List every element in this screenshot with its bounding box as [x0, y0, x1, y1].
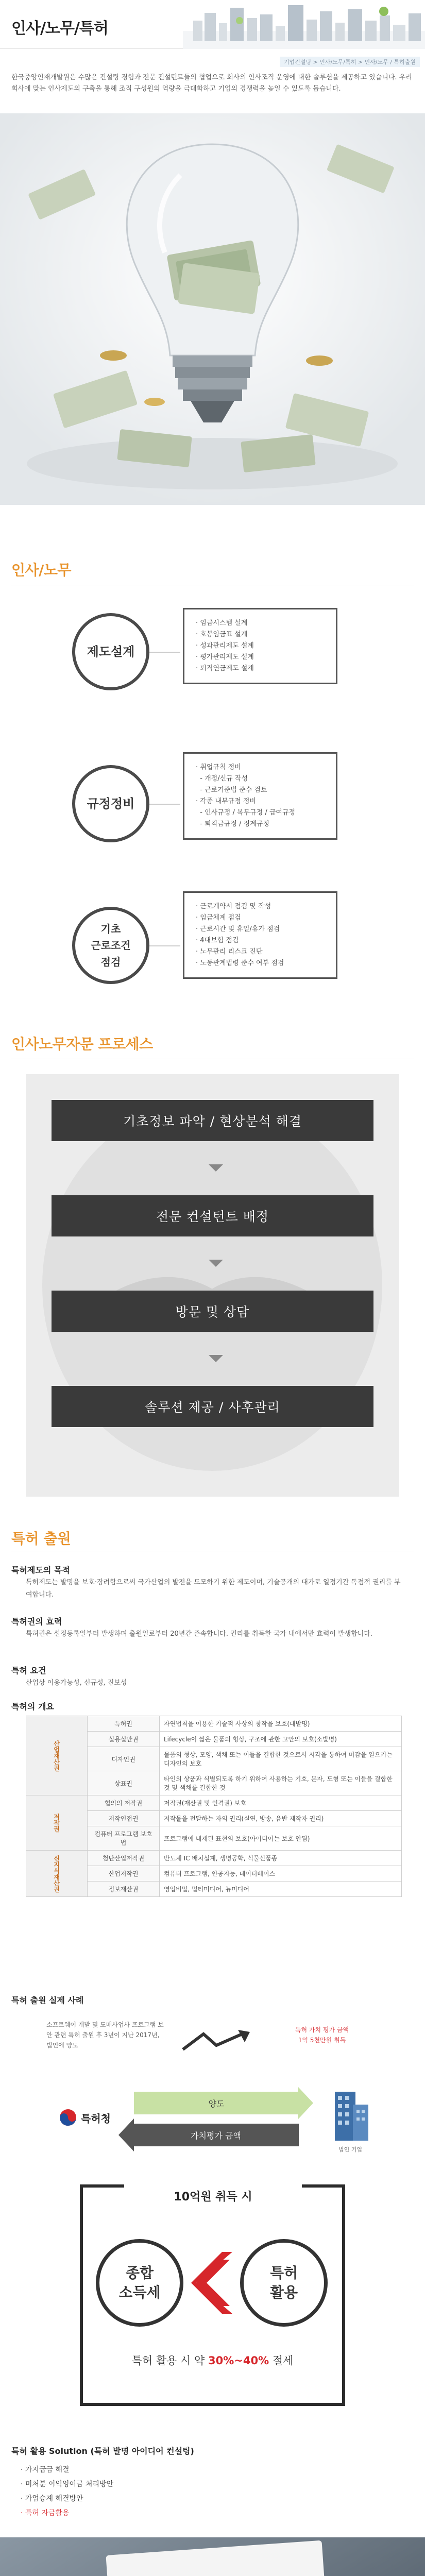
case-diagram [26, 2009, 402, 2164]
hr-topic-box [183, 891, 337, 979]
corp-label: 법인 기업 [338, 2146, 362, 2153]
hr-topic-name: 규정정비 [72, 765, 149, 842]
hr-topic-box [183, 752, 337, 840]
process-arrow-icon [209, 1260, 223, 1267]
hr-topic [72, 891, 381, 999]
process-arrow-icon [209, 1164, 223, 1172]
table-desc-cell: 타인의 상품과 식별되도록 하기 위하여 사용하는 기호, 문자, 도형 또는 이들을 결합한 것 및 색채를 결합한 것 [160, 1771, 402, 1795]
table-group-cell: 신지식재산권 [26, 1851, 88, 1897]
patent-kinds-heading: 특허의 개요 [11, 1702, 54, 1711]
hr-topic-item: - 인사규정 / 복무규정 / 급여규정 [196, 809, 296, 817]
income-tax-circle: 종합 소득세 [96, 2239, 183, 2327]
page-header [0, 0, 425, 49]
business-card-photo-icon [0, 2537, 425, 2576]
case-section-title: 특허 출원 실제 사례 [11, 1995, 84, 2005]
patent-requirement-text: 산업상 이용가능성, 신규성, 진보성 [26, 1679, 127, 1687]
table-desc-cell: 자연법칙을 이용한 기술적 사상의 창작을 보호(대발명) [160, 1716, 402, 1732]
process-step: 방문 및 상담 [52, 1291, 373, 1332]
table-desc-cell: 프로그램에 내재된 표현의 보호(아이디어는 보호 안됨) [160, 1826, 402, 1851]
solution-item: · 미처분 이익잉여금 처리방안 [21, 2480, 114, 2488]
patent-effect-heading: 특허권의 효력 [11, 1617, 62, 1626]
table-name-cell: 첨단산업저작권 [88, 1851, 160, 1866]
solution-item: · 가업승계 해결방안 [21, 2495, 83, 2503]
header-city-illustration [183, 0, 425, 49]
transfer-arrow-head-icon [298, 2087, 313, 2120]
intro-text: 한국중앙인재개발원은 수많은 컨설팅 경험과 전문 컨설턴트들의 협업으로 회사의 인사조직 운영에 대한 솔루션을 제공하고 있습니다. 우리 회사에 맞는 인사제도의 구축을 통해 조직 구성원의 역량을 극대화하고 기업의 경쟁력을 높일 수 있도록 돕습니다. [11, 74, 412, 93]
patent-effect-text: 특허권은 설정등록일부터 발생하며 출원일로부터 20년간 존속합니다. 권리를 취득한 국가 내에서만 효력이 발생합니다. [26, 1630, 373, 1638]
building-icon [325, 2087, 376, 2143]
hr-topic-item: - 개정/신규 작성 [196, 775, 248, 783]
hr-topic-item: · 퇴직연금제도 설계 [196, 665, 254, 672]
tax-footer-pre: 특허 활용 시 약 [131, 2354, 209, 2367]
kipo-logo [52, 2092, 118, 2143]
hr-topic-name: 제도설계 [72, 613, 149, 690]
solution-list [21, 2463, 227, 2520]
solution-item: · 가지급금 해결 [21, 2466, 70, 2474]
hr-topic-connector [149, 945, 180, 946]
table-group-cell: 저작권 [26, 1795, 88, 1851]
tax-footer-highlight: 30%~40% [208, 2354, 269, 2367]
hr-topic-item: · 근로시간 및 휴일/휴가 점검 [196, 925, 280, 933]
hr-topic-item: · 임금체계 점검 [196, 914, 241, 922]
hr-topic-item: · 평가관리제도 설계 [196, 653, 254, 661]
case-right-text: 특허 가치 평가 금액 1억 5천만원 취득 [295, 2026, 349, 2044]
table-desc-cell: 물품의 형상, 모양, 색채 또는 이들을 결합한 것으로서 시각을 통하여 미감을 일으키는 디자인의 보호 [160, 1747, 402, 1771]
table-desc-cell: 저작권(재산권 및 인격권) 보호 [160, 1795, 402, 1811]
table-desc-cell: 영업비밀, 멀티미디어, 뉴미디어 [160, 1882, 402, 1897]
hr-topic-item: · 임금시스템 설계 [196, 619, 248, 627]
solution-title: 특허 활용 Solution (특허 발명 아이디어 컨설팅) [11, 2446, 194, 2456]
value-arrow-head-icon [118, 2119, 134, 2151]
hr-topic-item: · 호봉임금표 설계 [196, 631, 248, 638]
patent-requirement-heading: 특허 요건 [11, 1666, 46, 1675]
process-step: 솔루션 제공 / 사후관리 [52, 1386, 373, 1427]
table-row [26, 1716, 402, 1732]
taegeuk-icon [59, 2109, 77, 2126]
case-left-text: 소프트웨어 개발 및 도매사업사 프로그램 보안 관련 특허 출원 후 3년이 지난 2017년, 법인에 양도 [46, 2021, 164, 2049]
hr-topic-connector [149, 652, 180, 653]
corp-building [325, 2087, 376, 2154]
table-desc-cell: 반도체 IC 배치설계, 생명공학, 식물신품종 [160, 1851, 402, 1866]
table-name-cell: 디자인권 [88, 1747, 160, 1771]
table-name-cell: 저작인접권 [88, 1811, 160, 1826]
solution-item: · 특허 자금활용 [21, 2509, 70, 2517]
table-desc-cell: 컴퓨터 프로그램, 인공지능, 데이터베이스 [160, 1866, 402, 1882]
hr-topic-item: · 근로계약서 점검 및 작성 [196, 903, 271, 910]
hr-topic-box [183, 608, 337, 684]
transfer-arrow: 양도 [134, 2092, 299, 2114]
patent-section-title: 특허 출원 [11, 1530, 71, 1547]
hr-topic-item: · 성과관리제도 설계 [196, 642, 254, 650]
lightbulb-illustration [0, 113, 425, 505]
city-skyline-icon [183, 0, 425, 49]
hr-topic-name: 기초 근로조건 점검 [72, 907, 149, 984]
process-section-title: 인사노무자문 프로세스 [11, 1036, 153, 1053]
page-title: 인사/노무/특허 [11, 20, 108, 38]
lightbulb-money-icon [0, 113, 425, 505]
table-name-cell: 산업저작권 [88, 1866, 160, 1882]
hr-topic-item: · 4대보험 점검 [196, 937, 239, 944]
zigzag-arrow-icon [180, 2030, 252, 2056]
hr-topic-item: - 근로기준법 준수 검토 [196, 786, 267, 794]
tax-footer-post: 절세 [269, 2354, 294, 2367]
process-arrow-icon [209, 1355, 223, 1362]
process-step: 기초정보 파악 / 현상분석 해결 [52, 1100, 373, 1141]
chevron-left-icon [189, 2249, 235, 2316]
patent-purpose-heading: 특허제도의 목적 [11, 1565, 70, 1575]
table-row [26, 1851, 402, 1866]
hr-topic-item: - 퇴직금규정 / 징계규정 [196, 820, 269, 828]
hr-topic-connector [149, 804, 180, 805]
table-name-cell: 상표권 [88, 1771, 160, 1795]
hr-topic-item: · 취업규칙 정비 [196, 764, 241, 771]
hr-topic-item: · 노무관리 리스크 진단 [196, 948, 263, 956]
hr-section-title: 인사/노무 [11, 562, 71, 579]
tax-saving-box [80, 2184, 345, 2406]
value-arrow: 가치평가 금액 [133, 2124, 299, 2146]
table-name-cell: 컴퓨터 프로그램 보호법 [88, 1826, 160, 1851]
hr-topic-item: · 각종 내부규정 정비 [196, 798, 256, 805]
table-desc-cell: Lifecycle이 짧은 물품의 형상, 구조에 관한 고안의 보호(소발명) [160, 1732, 402, 1747]
table-name-cell: 특허권 [88, 1716, 160, 1732]
table-group-cell: 산업재산권 [26, 1716, 88, 1795]
patent-kinds-table [26, 1716, 402, 1897]
table-name-cell: 정보재산권 [88, 1882, 160, 1897]
table-row [26, 1795, 402, 1811]
table-desc-cell: 저작물을 전달하는 자의 권리(실연, 방송, 음반 제작자 권리) [160, 1811, 402, 1826]
patent-purpose-text: 특허제도는 발명을 보호·장려함으로써 국가산업의 발전을 도모하기 위한 제도이며, 기술공개의 대가로 일정기간 독점적 권리를 부여합니다. [26, 1579, 401, 1599]
tax-footer [83, 2352, 342, 2368]
hr-topic [72, 608, 381, 696]
table-name-cell: 실용실안권 [88, 1732, 160, 1747]
hr-topic [72, 752, 381, 855]
tax-header: 10억원 취득 시 [124, 2184, 302, 2210]
patent-use-circle: 특허 활용 [240, 2239, 328, 2327]
kipo-label: 특허청 [81, 2112, 111, 2125]
hr-topic-item: · 노동관계법령 준수 여부 점검 [196, 959, 284, 967]
table-name-cell: 협의의 저작권 [88, 1795, 160, 1811]
process-step: 전문 컨설턴트 배정 [52, 1195, 373, 1236]
business-card-photo [0, 2537, 425, 2576]
breadcrumb: 기업컨설팅 > 인사/노무/특허 > 인사/노무 / 특허출원 [280, 57, 420, 67]
